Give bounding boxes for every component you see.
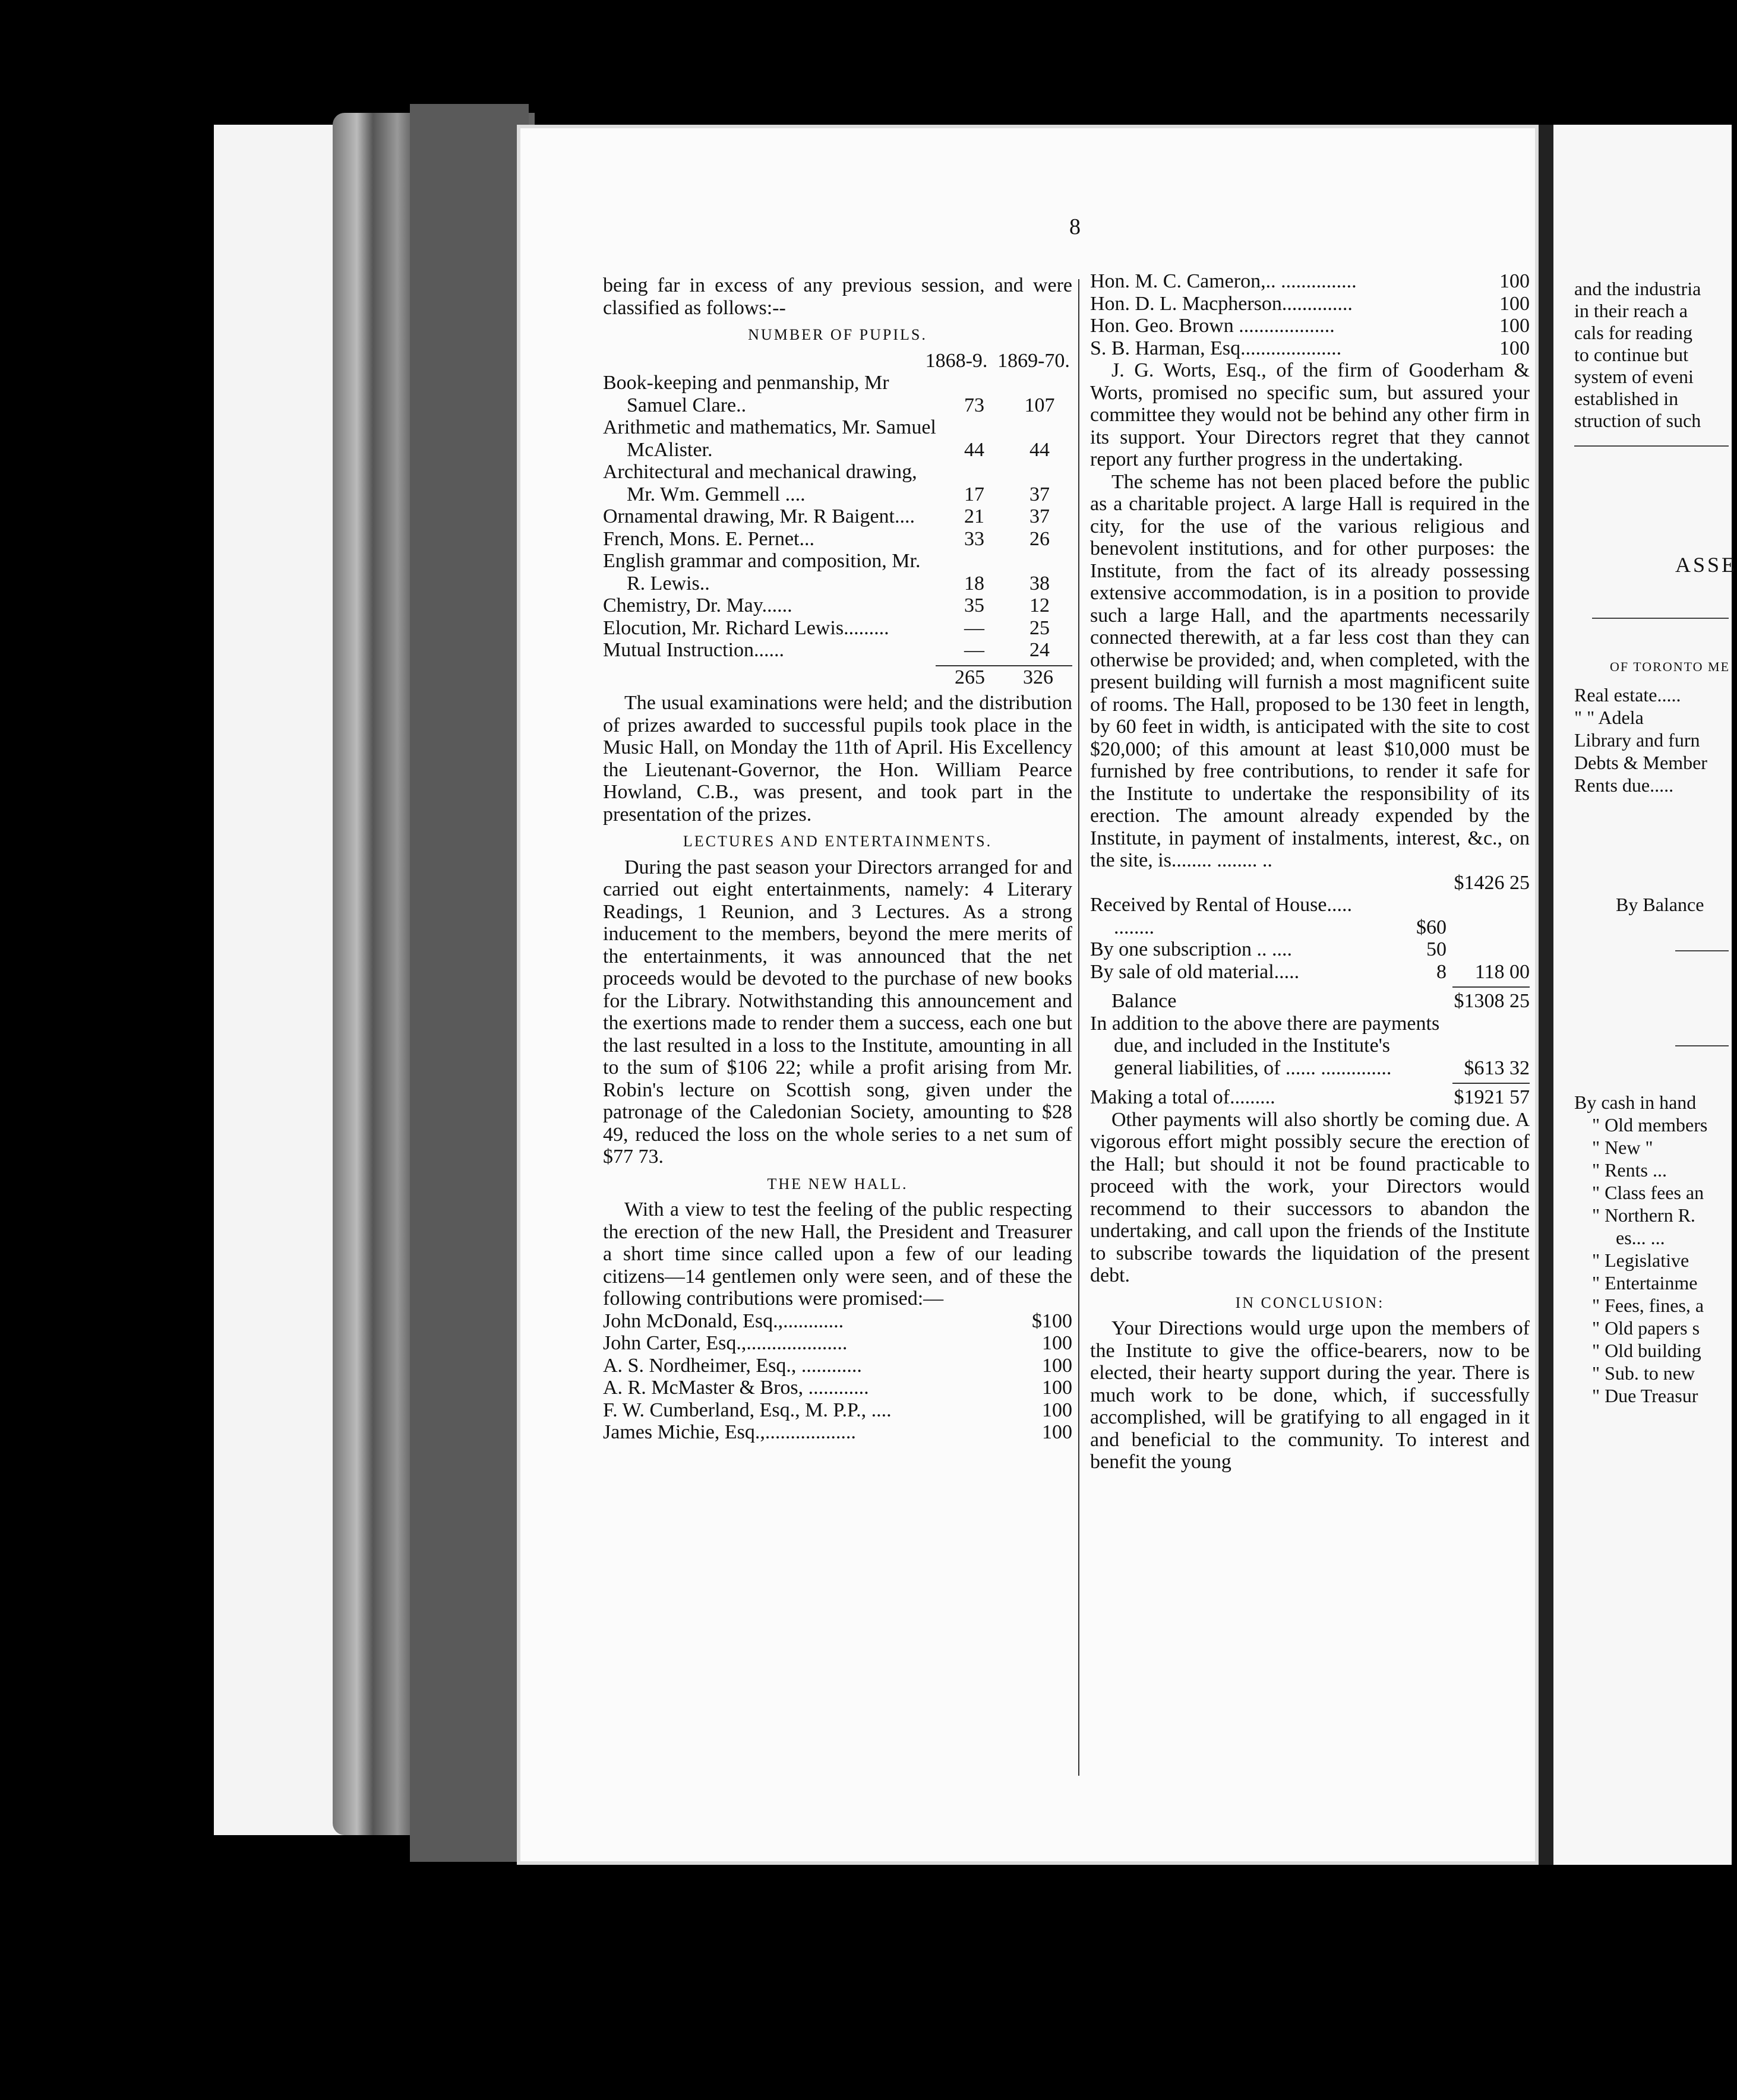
list-item: Hon. D. L. Macpherson.............. 100 xyxy=(1090,292,1530,315)
year-2: 1869-70. xyxy=(997,349,1070,372)
total-rule xyxy=(1452,1083,1530,1084)
worts-paragraph: J. G. Worts, Esq., of the firm of Gooderham & Worts, promised no specific sum, but assured your committee they would not be behind any other firm in its support. Your Directors regret that they cannot report any further progress in the undertaking. xyxy=(1090,359,1530,470)
total-amount: $1921 57 xyxy=(1454,1086,1530,1108)
table-row: English grammar and composition, Mr. R. Lewis.. 18 38 xyxy=(603,550,1050,594)
book-cover xyxy=(410,104,529,1862)
right-page-line: in their reach a xyxy=(1574,300,1688,321)
table-row: Arithmetic and mathematics, Mr. Samuel McAlister. 44 44 xyxy=(603,416,1050,461)
right-page-line: " Old papers s xyxy=(1592,1317,1700,1339)
right-page-line: Debts & Member xyxy=(1574,752,1707,773)
list-item: James Michie, Esq.,.................. 100 xyxy=(603,1421,1072,1443)
right-page-line: es... ... xyxy=(1616,1227,1665,1248)
right-page-rule xyxy=(1675,950,1729,951)
intro-paragraph: being far in excess of any previous session, and were classified as follows:-- xyxy=(603,274,1072,319)
amount-expended-row xyxy=(1090,872,1530,894)
list-item: S. B. Harman, Esq.................... 100 xyxy=(1090,337,1530,359)
right-page-line: cals for reading xyxy=(1574,322,1693,343)
right-page-line: By Balance xyxy=(1616,894,1704,915)
column-right xyxy=(1090,270,1530,1473)
total-1: 265 xyxy=(955,666,985,688)
right-page-line: By cash in hand xyxy=(1574,1092,1697,1113)
column-divider xyxy=(1078,279,1079,1776)
table-row: Book-keeping and penmanship, Mr Samuel Clare.. 73 107 xyxy=(603,372,1055,416)
year-1: 1868-9. xyxy=(925,349,988,372)
table-row: Elocution, Mr. Richard Lewis......... — 25 xyxy=(603,616,1050,639)
lectures-paragraph: During the past season your Directors arranged for and carried out eight entertainments, namely: 4 Literary Readings, 1 Reunion, and 3 Lectures. As a strong inducement to the members, beyond the mere merits of the entertainments, it was announced that the net proceeds would be devoted to the purchase of new books for the Library. Notwithstanding this announcement and the exertions made to render them a success, each one but the last resulted in a loss to the Institute, amounting in all to the sum of $106 22; while a profit arising from Mr. Robin's lecture on Scottish song, given under the patronage of the Caledonian Society, amounting to $28 49, reduced the loss on the whole series to a net sum of $77 73. xyxy=(603,856,1072,1168)
right-page-line: " Old building xyxy=(1592,1340,1701,1361)
table-row: French, Mons. E. Pernet... 33 26 xyxy=(603,527,1050,550)
right-page-line: " New " xyxy=(1592,1137,1653,1158)
pupils-totals xyxy=(936,665,1072,689)
table-row: Chemistry, Dr. May...... 35 12 xyxy=(603,594,1050,616)
pupils-heading: NUMBER OF PUPILS. xyxy=(748,326,927,343)
list-item: Hon. Geo. Brown ................... 100 xyxy=(1090,315,1530,337)
right-page-line: " Fees, fines, a xyxy=(1592,1295,1704,1316)
sum-rule xyxy=(1452,986,1530,988)
list-item: A. R. McMaster & Bros, ............ 100 xyxy=(603,1377,1072,1399)
page-number: 8 xyxy=(1069,214,1081,239)
right-page-line: struction of such xyxy=(1574,410,1701,431)
scheme-paragraph: The scheme has not been placed before the public as a charitable project. A large Hall is required in the city, for the use of the various religious and benevolent institutions, and for other purposes: the Institute, from the fact of its already possessing extensive accommodation, is in a position to provide such a large Hall, and the apartments necessarily connected therewith, at a far less cost than they can otherwise be provided; and, when completed, with the present building will furnish a most magnificent suite of rooms. The Hall, proposed to be 130 feet in length, by 60 feet in width, is anticipated with the site to cost $20,000; of this amount at least $10,000 must be furnished by free contributions, to render it safe for the Institute to undertake the responsibility of its erection. The amount already expended by the Institute, in payment of instalments, interest, &c., on the site, is........ ........ .. xyxy=(1090,470,1530,871)
receipts-list xyxy=(1090,894,1530,983)
right-page-line: " " Adela xyxy=(1574,707,1644,728)
right-page-rule xyxy=(1592,618,1729,619)
total-2: 326 xyxy=(1023,666,1053,688)
lectures-heading: LECTURES AND ENTERTAINMENTS. xyxy=(683,833,993,850)
list-item: A. S. Nordheimer, Esq., ............ 100 xyxy=(603,1354,1072,1377)
balance-label: Balance xyxy=(1111,990,1177,1012)
list-item: By one subscription .. .... 50 xyxy=(1090,938,1447,960)
conclusion-paragraph: Your Directions would urge upon the members of the Institute to give the office-bearers, now to be elected, their hearty support during the year. There is much work to be done, which, if successfully accomplished, will be gratifying to all engaged in it and beneficial to the community. To interest and benefit the young xyxy=(1090,1317,1530,1473)
right-page-line: to continue but xyxy=(1574,344,1688,365)
right-page-line: " Due Treasur xyxy=(1592,1385,1698,1406)
exams-paragraph: The usual examinations were held; and the distribution of prizes awarded to successful pupils took place in the Music Hall, on Monday the 11th of April. His Excellency the Lieutenant-Governor, the Hon. William Pearce Howland, C.B., was present, and took part in the presentation of the prizes. xyxy=(603,692,1072,826)
right-page-heading: ASSE xyxy=(1675,553,1737,577)
right-page-line: " Class fees an xyxy=(1592,1182,1704,1203)
right-page-line: " Old members xyxy=(1592,1114,1708,1136)
other-payments-paragraph: Other payments will also shortly be coming due. A vigorous effort might possibly secure the erection of the Hall; but should it not be found practicable to proceed with the work, your Directors would recommend to their successors to abandon the undertaking, and call upon the friends of the Institute to subscribe towards the liquidation of the present debt. xyxy=(1090,1108,1530,1286)
right-page-line: " Entertainme xyxy=(1592,1272,1698,1293)
right-page-line: " Rents ... xyxy=(1592,1159,1667,1181)
list-item: F. W. Cumberland, Esq., M. P.P., .... 100 xyxy=(603,1399,1072,1421)
balance-amount: $1308 25 xyxy=(1454,990,1530,1012)
column-left xyxy=(603,274,1072,1444)
right-page-line: and the industria xyxy=(1574,278,1701,299)
hall-paragraph: With a view to test the feeling of the public respecting the erection of the new Hall, the President and Treasurer a short time since called upon a few of our leading citizens—14 gentlemen only were seen, and of these the following contributions were promised:— xyxy=(603,1198,1072,1310)
right-page-line: system of eveni xyxy=(1574,366,1694,387)
right-page-line: established in xyxy=(1574,388,1679,409)
right-page-rule xyxy=(1675,1045,1729,1046)
contributions-list xyxy=(603,1310,1072,1444)
book-gutter xyxy=(1539,125,1555,1865)
list-item: Received by Rental of House..... ........ $60 xyxy=(1090,894,1447,938)
amount-expended: $1426 25 xyxy=(1454,871,1530,894)
addition-amount: $613 32 xyxy=(1464,1057,1530,1079)
right-page-line: Library and furn xyxy=(1574,729,1700,751)
pupils-year-header xyxy=(603,350,1072,372)
list-item: By sale of old material..... 8 118 00 xyxy=(1090,960,1530,983)
right-page-rule xyxy=(1574,445,1729,447)
list-item: Hon. M. C. Cameron,.. ............... 100 xyxy=(1090,270,1530,292)
contributions-list-continued xyxy=(1090,270,1530,359)
balance-row xyxy=(1090,990,1530,1013)
right-page-line: " Sub. to new xyxy=(1592,1362,1695,1384)
total-label: Making a total of......... xyxy=(1090,1086,1275,1108)
list-item: John McDonald, Esq.,............ $100 xyxy=(603,1310,1072,1332)
table-row: Architectural and mechanical drawing, Mr. Wm. Gemmell .... 17 37 xyxy=(603,461,1050,505)
addition-row xyxy=(1090,1013,1530,1080)
right-page-subheading: OF TORONTO ME xyxy=(1610,659,1730,674)
list-item: John Carter, Esq.,.................... 100 xyxy=(603,1332,1072,1354)
conclusion-heading: IN CONCLUSION: xyxy=(1235,1293,1385,1311)
table-row: Mutual Instruction...... — 24 xyxy=(603,639,1050,661)
table-row: Ornamental drawing, Mr. R Baigent.... 21 37 xyxy=(603,505,1050,527)
hall-heading: THE NEW HALL. xyxy=(767,1175,908,1193)
addition-label: In addition to the above there are payments due, and included in the Institute's general liabilities, of ...... .............. xyxy=(1090,1012,1440,1079)
total-row xyxy=(1090,1086,1530,1109)
right-page-line: Rents due..... xyxy=(1574,774,1674,796)
right-page-line: " Northern R. xyxy=(1592,1204,1695,1226)
right-page-line: Real estate..... xyxy=(1574,684,1681,706)
right-page-line: " Legislative xyxy=(1592,1250,1689,1271)
pupils-table xyxy=(603,372,1072,662)
